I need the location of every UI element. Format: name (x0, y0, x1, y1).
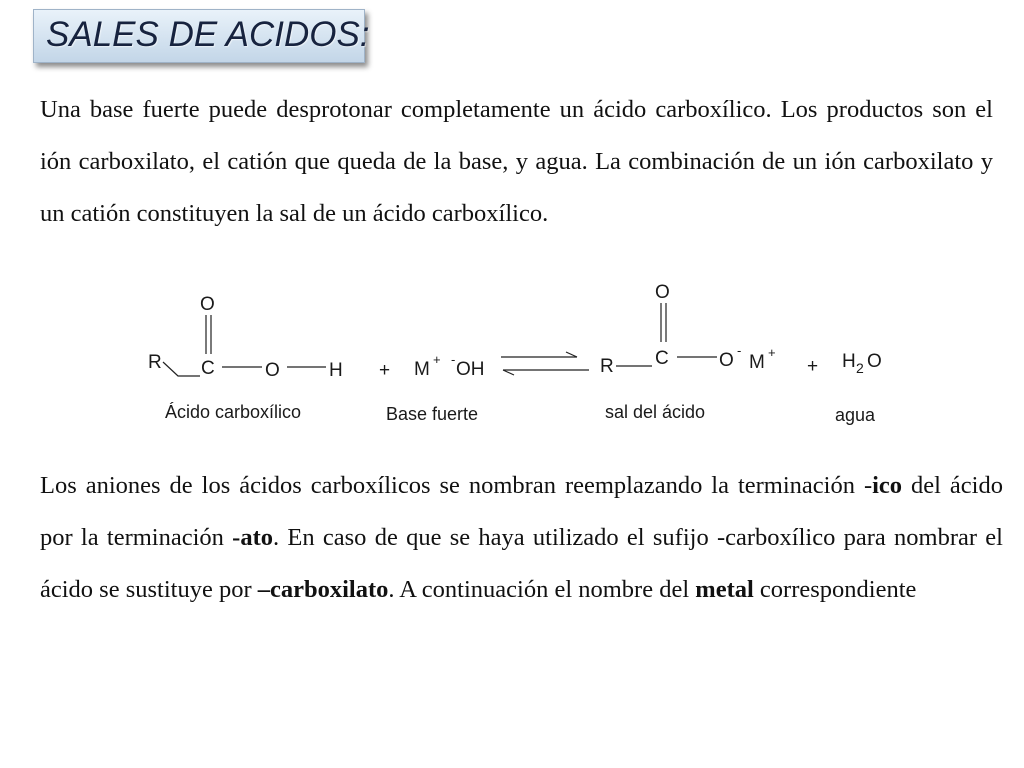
reaction-scheme (0, 275, 1024, 435)
water-O: O (867, 351, 882, 372)
acid-O-double: O (200, 294, 215, 315)
salt-C: C (655, 348, 669, 369)
salt-M-charge: + (768, 345, 776, 360)
water-H: H (842, 351, 856, 372)
intro-paragraph: Una base fuerte puede desprotonar completamente un ácido carboxílico. Los productos son el ión carboxilato, el catión que queda de la base, y agua. La combinación de un ión carboxilato y un catión constituyen la sal de un ácido carboxílico. (40, 96, 993, 227)
water-subscript: 2 (856, 360, 864, 376)
base-M-charge: + (433, 352, 441, 367)
naming-text-4: . A continuación el nombre del (388, 576, 696, 603)
salt-caption: sal del ácido (605, 402, 706, 422)
salt-R: R (600, 356, 614, 377)
acid-R-C-bond (163, 362, 200, 376)
acid-salt-structure (600, 282, 776, 422)
acid-caption: Ácido carboxílico (165, 402, 302, 422)
acid-O-single: O (265, 360, 280, 381)
salt-O-double: O (655, 282, 670, 303)
naming-text-2: del ácido por la terminación (40, 472, 1003, 551)
naming-bold-carboxilato: –carboxilato (257, 576, 389, 603)
strong-base-structure (386, 352, 485, 424)
acid-C: C (201, 358, 215, 379)
naming-bold-ato: -ato (232, 524, 273, 551)
base-OH: OH (456, 359, 485, 380)
water-structure (835, 351, 882, 425)
naming-paragraph (40, 460, 1003, 616)
base-OH-charge: - (451, 352, 456, 367)
base-caption: Base fuerte (386, 404, 479, 424)
water-caption: agua (835, 405, 876, 425)
naming-text-1: Los aniones de los ácidos carboxílicos se nombran reemplazando la terminación - (40, 472, 873, 499)
naming-text-3: . En caso de que se haya utilizado el sufijo -carboxílico para nombrar el ácido se sustituye por (40, 524, 1003, 603)
acid-R: R (148, 352, 162, 373)
plus-sign-2: + (807, 356, 819, 377)
salt-O-charge: - (737, 343, 742, 358)
title-box (33, 9, 370, 63)
salt-M: M (749, 352, 765, 373)
naming-bold-ico: ico (872, 472, 903, 499)
naming-text-5: correspondiente (753, 576, 917, 603)
salt-O-anion: O (719, 350, 734, 371)
plus-sign-1: + (379, 360, 391, 381)
acid-H: H (329, 360, 343, 381)
naming-bold-metal: metal (695, 576, 754, 603)
equilibrium-arrows (501, 352, 589, 375)
base-M: M (414, 359, 430, 380)
carboxylic-acid-structure (148, 294, 343, 422)
page-title: SALES DE ACIDOS: (46, 15, 370, 54)
